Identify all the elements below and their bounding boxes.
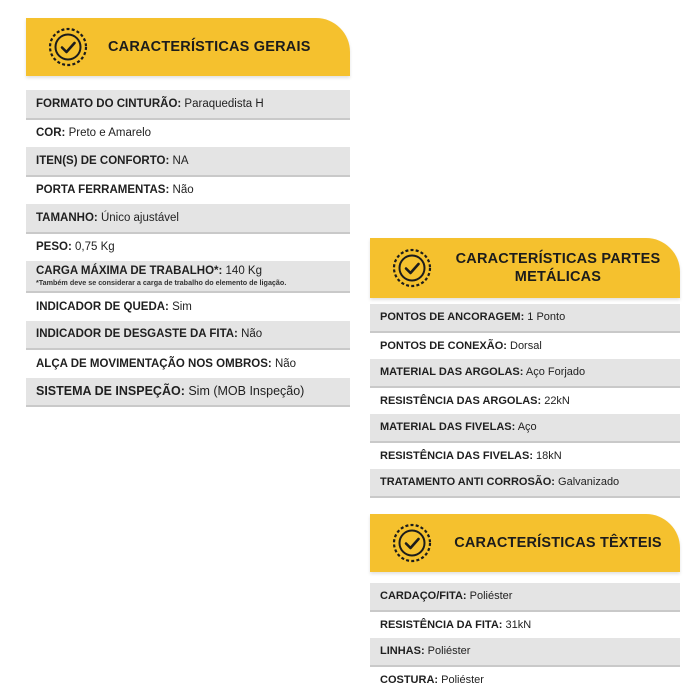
spec-value: Galvanizado [554, 476, 620, 489]
spec-label: ITEN(S) DE CONFORTO: [36, 154, 170, 167]
spec-value: Sim (MOB Inspeção) [184, 384, 305, 399]
spec-label: CARGA MÁXIMA DE TRABALHO*: [36, 265, 223, 277]
spec-row-resistencia-fita [370, 612, 680, 639]
spec-label: PONTOS DE ANCORAGEM: [380, 311, 525, 324]
check-badge-icon [392, 523, 432, 563]
spec-row-conforto [26, 147, 350, 177]
spec-value: Poliéster [438, 673, 484, 686]
spec-label: SISTEMA DE INSPEÇÃO: [36, 384, 185, 399]
section-header-gerais [26, 18, 350, 76]
spec-row-costura [370, 667, 680, 694]
spec-row-pontos-ancoragem [370, 304, 680, 333]
spec-row-indicador-queda [26, 293, 350, 321]
spec-label: PONTOS DE CONEXÃO: [380, 339, 507, 352]
spec-value: Aço [515, 421, 537, 434]
spec-row-material-fivelas [370, 414, 680, 443]
check-badge-icon [392, 248, 432, 288]
spec-value: Poliéster [424, 645, 471, 658]
spec-label: INDICADOR DE DESGASTE DA FITA: [36, 328, 238, 341]
spec-value: Aço Forjado [523, 366, 586, 379]
spec-row-peso [26, 234, 350, 262]
spec-label: ALÇA DE MOVIMENTAÇÃO NOS OMBROS: [36, 357, 272, 370]
spec-label: FORMATO DO CINTURÃO: [36, 97, 182, 110]
spec-row-pontos-conexao [370, 333, 680, 360]
spec-value: 140 Kg [222, 265, 262, 277]
spec-value: 31kN [502, 618, 532, 631]
spec-label: PESO: [36, 241, 72, 254]
section-title: CARACTERÍSTICAS PARTES METÁLICAS [455, 250, 661, 285]
spec-row-linhas [370, 638, 680, 667]
spec-value: Poliéster [466, 590, 513, 603]
spec-row-indicador-desgaste [26, 321, 350, 351]
spec-row-cardaco-fita [370, 583, 680, 612]
section-title: CARACTERÍSTICAS TÊXTEIS [454, 534, 662, 551]
section-title: CARACTERÍSTICAS GERAIS [108, 38, 311, 55]
check-badge-icon [48, 27, 88, 67]
spec-value: 1 Ponto [524, 311, 566, 324]
spec-label: COSTURA: [380, 673, 439, 686]
spec-label: RESISTÊNCIA DA FITA: [380, 618, 503, 631]
spec-label: MATERIAL DAS FIVELAS: [380, 421, 516, 434]
spec-row-formato [26, 90, 350, 120]
spec-label: RESISTÊNCIA DAS ARGOLAS: [380, 394, 542, 407]
spec-label: CARDAÇO/FITA: [380, 590, 467, 603]
spec-value: 0,75 Kg [71, 241, 115, 254]
spec-value: Dorsal [506, 339, 542, 352]
spec-row-porta-ferramentas [26, 177, 350, 205]
spec-row-tratamento-corrosao [370, 469, 680, 498]
spec-value: Único ajustável [97, 211, 179, 224]
spec-value: Não [271, 357, 297, 370]
spec-value: 18kN [533, 449, 562, 462]
spec-row-sistema-inspecao [26, 378, 350, 408]
panel-caracteristicas-texteis [370, 514, 680, 693]
spec-value: NA [169, 154, 189, 167]
spec-row-material-argolas [370, 359, 680, 388]
spec-label: INDICADOR DE QUEDA: [36, 300, 169, 313]
spec-row-carga-maxima [26, 261, 350, 293]
spec-label: TRATAMENTO ANTI CORROSÃO: [380, 476, 555, 489]
spec-value: Preto e Amarelo [65, 127, 152, 140]
spec-footnote: *Também deve se considerar a carga de trabalho do elemento de ligação. [36, 278, 287, 287]
spec-label: PORTA FERRAMENTAS: [36, 184, 170, 197]
spec-label: COR: [36, 127, 66, 140]
spec-value: Não [169, 184, 194, 197]
spec-row-tamanho [26, 204, 350, 234]
spec-label: RESISTÊNCIA DAS FIVELAS: [380, 449, 533, 462]
spec-row-cor [26, 120, 350, 148]
section-header-texteis [370, 514, 680, 572]
spec-row-resistencia-fivelas [370, 443, 680, 470]
spec-value: 22kN [541, 394, 570, 407]
section-header-metalicas [370, 238, 680, 298]
panel-partes-metalicas [370, 238, 680, 498]
spec-value: Paraquedista H [181, 97, 264, 110]
spec-row-resistencia-argolas [370, 388, 680, 415]
panel-caracteristicas-gerais [26, 18, 350, 407]
spec-value: Sim [168, 300, 192, 313]
spec-value: Não [237, 328, 263, 341]
spec-row-alca-movimentacao [26, 350, 350, 378]
spec-label: MATERIAL DAS ARGOLAS: [380, 366, 524, 379]
spec-label: LINHAS: [380, 645, 425, 658]
spec-label: TAMANHO: [36, 211, 98, 224]
